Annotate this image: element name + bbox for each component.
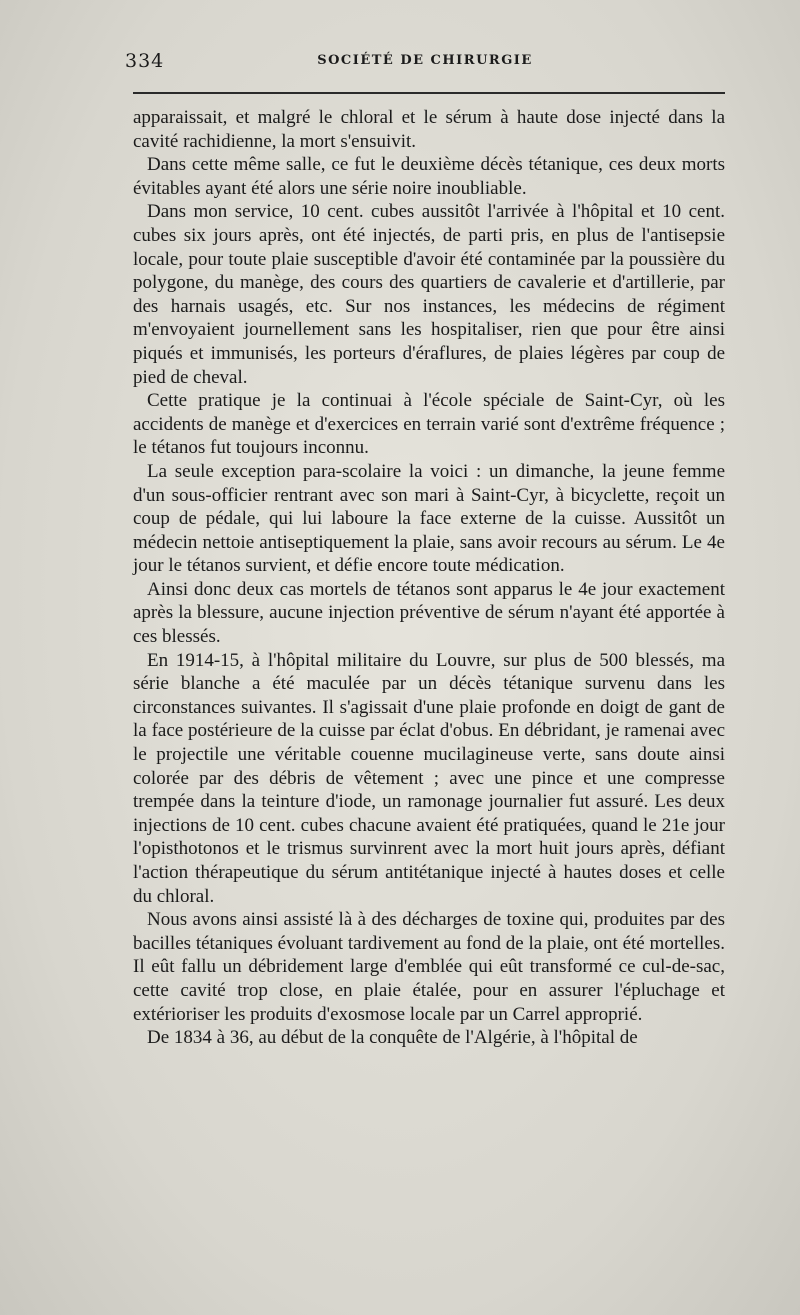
paragraph: Ainsi donc deux cas mortels de tétanos sont apparus le 4e jour exactement après la blessure, aucune injection préventive de sérum n'ayant été apportée à ces blessés.	[133, 578, 725, 648]
paragraph: Cette pratique je la continuai à l'école spéciale de Saint-Cyr, où les accidents de manège et d'exercices en terrain varié sont d'extrême fréquence ; le tétanos fut toujours inconnu.	[133, 390, 725, 459]
paragraph: Dans mon service, 10 cent. cubes aussitôt l'arrivée à l'hôpital et 10 cent. cubes six jours après, ont été injectés, de parti pris, en plus de l'antisepsie locale, pour toute plaie susceptible d'avoir été contaminée par la poussière du polygone, du manège, des cours des quartiers de cavalerie et d'artillerie, par des harnais usagés, etc. Sur nos instances, les médecins de régiment m'envoyaient journellement sans les hospitaliser, rien que pour être ainsi piqués et immunisés, les porteurs d'éraflures, de plaies légères par coup de pied de cheval.	[133, 201, 725, 388]
paragraph: La seule exception para-scolaire la voici : un dimanche, la jeune femme d'un sous-officier rentrant avec son mari à Saint-Cyr, à bicyclette, reçoit un coup de pédale, qui lui laboure la face externe de la cuisse. Aussitôt un médecin nettoie antiseptiquement la plaie, sans avoir recours au sérum. Le 4e jour le tétanos survient, et défie encore toute médication.	[133, 460, 725, 577]
running-head: SOCIÉTÉ DE CHIRURGIE	[317, 53, 533, 68]
paragraph: Dans cette même salle, ce fut le deuxième décès tétanique, ces deux morts évitables ayant été alors une série noire inoubliable.	[133, 154, 725, 199]
text-body	[133, 106, 725, 1050]
paragraph: apparaissait, et malgré le chloral et le sérum à haute dose injecté dans la cavité rachidienne, la mort s'ensuivit.	[133, 107, 725, 152]
header-rule	[133, 92, 725, 94]
page-number: 334	[125, 50, 165, 72]
paragraph: En 1914-15, à l'hôpital militaire du Louvre, sur plus de 500 blessés, ma série blanche a été maculée par un décès tétanique survenu dans les circonstances suivantes. Il s'agissait d'une plaie profonde en doigt de gant de la face postérieure de la cuisse par éclat d'obus. En débridant, je ramenai avec le projectile une véritable couenne mucilagineuse verte, sans doute ainsi colorée par des débris de vêtement ; avec une pince et une compresse trempée dans la teinture d'iode, un ramonage journalier fut assuré. Les deux injections de 10 cent. cubes chacune avaient été pratiquées, quand le 21e jour l'opisthotonos et le trismus survinrent avec la mort huit jours après, défiant l'action thérapeutique du sérum antitétanique injecté à hautes doses et celle du chloral.	[133, 649, 725, 907]
paragraph: De 1834 à 36, au début de la conquête de l'Algérie, à l'hôpital de	[147, 1027, 638, 1049]
paragraph: Nous avons ainsi assisté là à des décharges de toxine qui, produites par des bacilles tétaniques évoluant tardivement au fond de la plaie, ont été mortelles. Il eût fallu un débridement large d'emblée qui eût transformé ce cul-de-sac, cette cavité trop close, en plaie étalée, pour en assurer l'épluchage et extérioriser les produits d'exosmose locale par un Carrel approprié.	[133, 909, 725, 1025]
page-header	[125, 50, 725, 76]
